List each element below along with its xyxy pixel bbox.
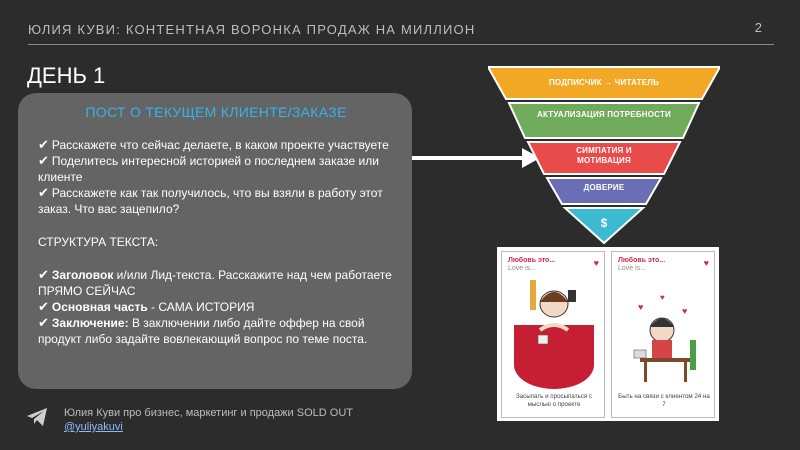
- structure-item-2: ✔ Основная часть - САМА ИСТОРИЯ: [38, 299, 255, 314]
- funnel-label-4: ДОВЕРИЕ: [583, 183, 625, 192]
- comic-subtitle: Love is...: [618, 265, 647, 272]
- card-title: ПОСТ О ТЕКУЩЕМ КЛИЕНТЕ/ЗАКАЗЕ: [85, 104, 347, 120]
- bullet-2: ✔ Поделитесь интересной историей о последнем заказе или клиенте: [38, 153, 379, 184]
- comics-panel: [497, 247, 719, 421]
- content-card: [18, 93, 412, 389]
- comic-title: Любовь это...: [508, 257, 556, 264]
- check-icon: ✔: [38, 153, 49, 168]
- heart-icon: ♥: [703, 258, 709, 268]
- check-icon: ✔: [38, 267, 49, 282]
- svg-text:♥: ♥: [682, 306, 688, 316]
- check-icon: ✔: [38, 137, 49, 152]
- comic-subtitle: Love is...: [508, 265, 537, 272]
- comic-title: Любовь это...: [618, 257, 666, 264]
- svg-text:♥: ♥: [638, 302, 644, 312]
- funnel-stage-2: [509, 103, 699, 138]
- telegram-icon: [26, 407, 48, 427]
- page-number: 2: [754, 20, 762, 35]
- funnel-label-2: АКТУАЛИЗАЦИЯ ПОТРЕБНОСТИ: [536, 110, 671, 119]
- comic-caption: Засыпать и просыпаться с мыслью о проекте: [515, 393, 593, 408]
- heart-icon: ♥: [593, 258, 599, 268]
- funnel-label-5: $: [600, 216, 608, 230]
- header-divider: [28, 44, 774, 45]
- funnel-label-1: ПОДПИСЧИК → ЧИТАТЕЛЬ: [548, 78, 660, 87]
- funnel-label-3: СИМПАТИЯ И МОТИВАЦИЯ: [576, 146, 632, 165]
- structure-heading: СТРУКТУРА ТЕКСТА:: [38, 235, 159, 249]
- svg-text:♥: ♥: [660, 293, 665, 302]
- check-icon: ✔: [38, 315, 49, 330]
- comic-caption: Быть на связи с клиентом 24 на 7: [618, 393, 710, 408]
- header-title: ЮЛИЯ КУВИ: КОНТЕНТНАЯ ВОРОНКА ПРОДАЖ НА МИЛЛИОН: [28, 22, 476, 37]
- comic-card-2: [611, 251, 715, 418]
- footer-text: Юлия Куви про бизнес, маркетинг и продажи SOLD OUT: [64, 407, 353, 419]
- check-icon: ✔: [38, 185, 49, 200]
- check-icon: ✔: [38, 299, 49, 314]
- comic-illustration-sleep: [510, 280, 598, 390]
- footer-link[interactable]: @yuliyakuvi: [64, 421, 123, 433]
- structure-item-1: ✔ Заголовок и/или Лид-текста. Расскажите над чем работаете ПРЯМО СЕЙЧАС: [38, 267, 392, 298]
- day-title: ДЕНЬ 1: [27, 63, 106, 88]
- comic-illustration-desk: [620, 280, 708, 390]
- structure-item-3: ✔ Заключение: В заключении либо дайте оффер на свой продукт либо задайте вовлекающий вопрос по теме поста.: [38, 315, 368, 346]
- bullet-1: ✔ Расскажете что сейчас делаете, в каком проекте участвуете: [38, 137, 389, 152]
- comic-card-1: [501, 251, 605, 418]
- bullet-3: ✔ Расскажете как так получилось, что вы взяли в работу этот заказ. Что вас зацепило?: [38, 185, 383, 216]
